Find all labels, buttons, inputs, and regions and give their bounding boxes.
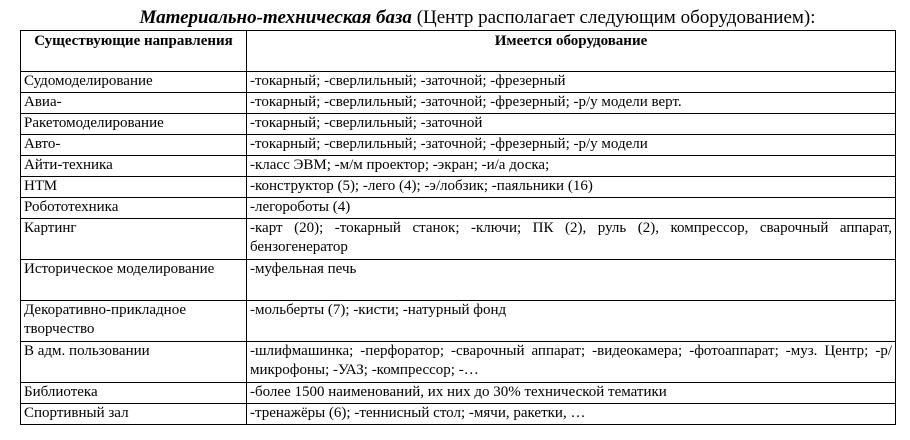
equipment-cell: -тренажёры (6); -теннисный стол; -мячи, ракетки, … [247, 404, 896, 425]
equipment-cell: -муфельная печь [247, 260, 896, 301]
direction-cell: Библиотека [21, 383, 247, 404]
equipment-cell: -шлифмашинка; -перфоратор; -сварочный аппарат; -видеокамера; -фотоаппарат; -муз. Центр; -р/микрофоны; -УАЗ; -компрессор; -… [247, 342, 896, 383]
direction-cell: Историческое моделирование [21, 260, 247, 301]
direction-cell: Робототехника [21, 198, 247, 219]
table-row [21, 260, 896, 301]
direction-cell: Судомоделирование [21, 72, 247, 93]
table-row [21, 342, 896, 383]
table-row [21, 135, 896, 156]
equipment-cell: -мольберты (7); -кисти; -натурный фонд [247, 301, 896, 342]
equipment-cell: -легороботы (4) [247, 198, 896, 219]
equipment-cell: -токарный; -сверлильный; -заточной; -фрезерный; -р/у модели [247, 135, 896, 156]
direction-cell: Спортивный зал [21, 404, 247, 425]
table-row [21, 219, 896, 260]
table-row [21, 72, 896, 93]
direction-cell: Ракетомоделирование [21, 114, 247, 135]
equipment-cell: -конструктор (5); -лего (4); -э/лобзик; -паяльники (16) [247, 177, 896, 198]
table-row [21, 301, 896, 342]
equipment-cell: -более 1500 наименований, их них до 30% технической тематики [247, 383, 896, 404]
column-header-directions: Существующие направления [21, 31, 247, 72]
equipment-cell: -токарный; -сверлильный; -заточной; -фрезерный [247, 72, 896, 93]
equipment-cell: -класс ЭВМ; -м/м проектор; -экран; -и/а доска; [247, 156, 896, 177]
equipment-table [20, 30, 896, 425]
direction-cell: Картинг [21, 219, 247, 260]
direction-cell: Декоративно-прикладное творчество [21, 301, 247, 342]
section-heading [0, 7, 910, 29]
heading-rest: (Центр располагает следующим оборудованием): [411, 7, 816, 28]
column-header-equipment: Имеется оборудование [247, 31, 896, 72]
direction-cell: Айти-техника [21, 156, 247, 177]
equipment-cell: -токарный; -сверлильный; -заточной; -фрезерный; -р/у модели верт. [247, 93, 896, 114]
table-row [21, 114, 896, 135]
heading-emphasis: Материально-техническая база [139, 7, 412, 28]
table-row [21, 198, 896, 219]
direction-cell: Авиа- [21, 93, 247, 114]
equipment-cell: -токарный; -сверлильный; -заточной [247, 114, 896, 135]
table-header-row [21, 31, 896, 72]
direction-cell: Авто- [21, 135, 247, 156]
table-row [21, 156, 896, 177]
direction-cell: В адм. пользовании [21, 342, 247, 383]
table-row [21, 383, 896, 404]
equipment-cell: -карт (20); -токарный станок; -ключи; ПК (2), руль (2), компрессор, сварочный аппарат, бензогенератор [247, 219, 896, 260]
table-row [21, 404, 896, 425]
table-row [21, 177, 896, 198]
direction-cell: НТМ [21, 177, 247, 198]
table-row [21, 93, 896, 114]
